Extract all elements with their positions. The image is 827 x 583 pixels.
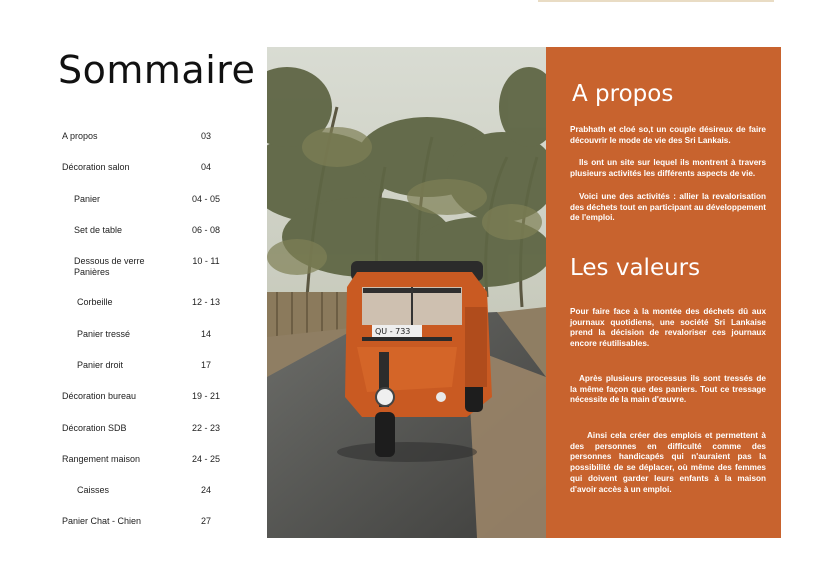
toc-page: 04 - 05 xyxy=(191,194,221,204)
tuk-tuk-photo xyxy=(267,47,546,538)
toc-page: 22 - 23 xyxy=(191,423,221,433)
valeurs-paragraph: Ainsi cela créer des emplois et permettent à des personnes en difficulté comme des personnes handicapés qui n'auraient pas la possibilité de se déplacer, où même des femmes qui doivent garder leurs enfants à la maison d'avoir accès à un emploi. xyxy=(570,431,766,494)
toc-label: Décoration salon xyxy=(62,162,130,172)
toc-row[interactable] xyxy=(0,516,260,544)
apropos-paragraph: Voici une des activités : allier la revalorisation des déchets tout en participant au développement de l'emploi. xyxy=(570,192,766,223)
toc-label: Panier tressé xyxy=(77,329,131,339)
toc-row[interactable] xyxy=(0,423,260,451)
valeurs-paragraph: Après plusieurs processus ils sont tressés de la même façon que des paniers. Tout ce tressage nécessite de la main d'œuvre. xyxy=(570,374,766,405)
apropos-paragraph: Ils ont un site sur lequel ils montrent à travers plusieurs activités les différents aspects de vie. xyxy=(570,158,766,178)
toc-row[interactable] xyxy=(0,297,260,325)
toc-row[interactable] xyxy=(0,360,260,388)
toc-page: 17 xyxy=(200,360,211,370)
table-of-contents xyxy=(0,0,260,583)
toc-label: Corbeille xyxy=(77,297,113,307)
valeurs-paragraph: Pour faire face à la montée des déchets dû aux journaux quotidiens, une société Sri Lankaise prend la décision de revaloriser ces journaux encore réutilisables. xyxy=(570,307,766,349)
toc-page: 12 - 13 xyxy=(191,297,221,307)
toc-row[interactable] xyxy=(0,329,260,357)
toc-label: Panier Chat - Chien xyxy=(62,516,142,526)
toc-page: 24 - 25 xyxy=(191,454,221,464)
toc-label: Caisses xyxy=(77,485,110,495)
valeurs-heading: Les valeurs xyxy=(570,255,701,281)
toc-page: 06 - 08 xyxy=(191,225,221,235)
toc-page: 10 - 11 xyxy=(192,256,220,266)
toc-label: Rangement maison xyxy=(62,454,141,464)
toc-page: 03 xyxy=(200,131,211,141)
toc-label: Panier xyxy=(74,194,101,204)
toc-page: 14 xyxy=(200,329,211,339)
apropos-paragraph: Prabhath et cloé so,t un couple désireux de faire découvrir le mode de vie des Sri Lankais. xyxy=(570,125,766,145)
toc-row[interactable] xyxy=(0,256,260,284)
toc-row[interactable] xyxy=(0,391,260,419)
page-title: Sommaire xyxy=(58,48,256,92)
toc-label: Panier droit xyxy=(77,360,124,370)
toc-row[interactable] xyxy=(0,194,260,222)
toc-page: 04 xyxy=(200,162,211,172)
toc-row[interactable] xyxy=(0,162,260,190)
toc-row[interactable] xyxy=(0,225,260,253)
toc-page: 19 - 21 xyxy=(191,391,221,401)
toc-row[interactable] xyxy=(0,454,260,482)
toc-label: Décoration bureau xyxy=(62,391,137,401)
toc-row[interactable] xyxy=(0,131,260,159)
toc-page: 24 xyxy=(200,485,211,495)
info-panel xyxy=(546,47,781,538)
toc-label: Décoration SDB xyxy=(62,423,127,433)
toc-row[interactable] xyxy=(0,485,260,513)
top-accent-bar xyxy=(538,0,774,2)
toc-page: 27 xyxy=(200,516,211,526)
apropos-heading: A propos xyxy=(572,81,674,107)
toc-label: Dessous de verre Panières xyxy=(74,256,145,277)
toc-label: Set de table xyxy=(74,225,123,235)
toc-label: A propos xyxy=(62,131,98,141)
license-plate-text: QU - 733 xyxy=(375,327,411,336)
